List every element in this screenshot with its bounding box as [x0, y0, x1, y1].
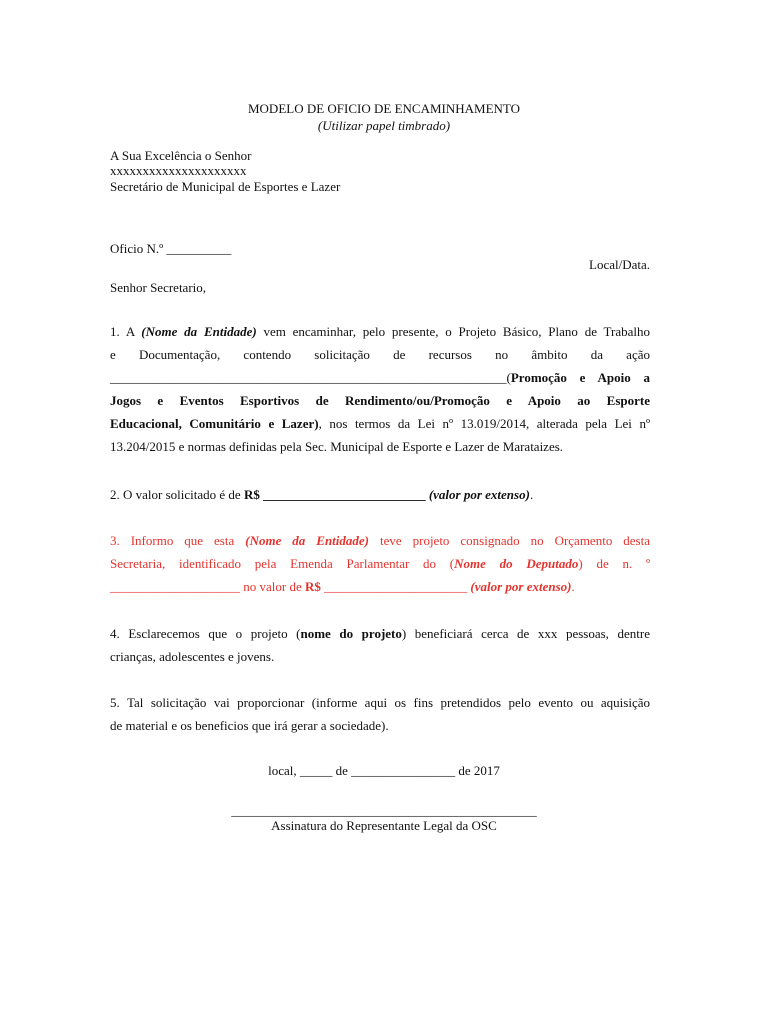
- p3-line-2: Secretaria, identificado pela Emenda Parlamentar do (Nome do Deputado) de n. º: [110, 556, 650, 571]
- document-subtitle: (Utilizar papel timbrado): [317, 118, 451, 133]
- p1-line-5: Educacional, Comunitário e Lazer), nos termos da Lei nº 13.019/2014, alterada pela Lei nº: [110, 416, 650, 431]
- recipient-line-2: xxxxxxxxxxxxxxxxxxxxx: [110, 163, 247, 178]
- p1-line-6: 13.204/2015 e normas definidas pela Sec. Municipal de Esporte e Lazer de Marataizes.: [110, 439, 564, 454]
- paragraph-3: [110, 529, 650, 598]
- oficio-number: Oficio N.º __________: [110, 241, 232, 256]
- p5-line-1: 5. Tal solicitação vai proporcionar (informe aqui os fins pretendidos pelo evento ou aquisição: [110, 695, 650, 710]
- local-data: Local/Data.: [589, 257, 650, 272]
- p5-line-2: de material e os beneficios que irá gerar a sociedade).: [110, 718, 389, 733]
- signature-label: Assinatura do Representante Legal da OSC: [271, 818, 497, 833]
- salutation: Senhor Secretario,: [110, 280, 207, 295]
- signature-line: _______________________________________________: [231, 803, 537, 818]
- p3-line-3: ____________________ no valor de R$ ______________________ (valor por extenso).: [110, 579, 575, 594]
- date-line: local, _____ de ________________ de 2017: [268, 763, 500, 778]
- p1-line-1: 1. A (Nome da Entidade) vem encaminhar, pelo presente, o Projeto Básico, Plano de Trabalho: [110, 324, 650, 339]
- p4-line-2: crianças, adolescentes e jovens.: [110, 649, 275, 664]
- p1-line-4: Jogos e Eventos Esportivos de Rendimento/ou/Promoção e Apoio ao Esporte: [110, 393, 650, 408]
- recipient-line-1: A Sua Excelência o Senhor: [110, 148, 252, 163]
- document-title: MODELO DE OFICIO DE ENCAMINHAMENTO: [247, 101, 521, 116]
- paragraph-1: [110, 320, 650, 458]
- p3-line-1: 3. Informo que esta (Nome da Entidade) teve projeto consignado no Orçamento desta: [110, 533, 650, 548]
- paragraph-4: [110, 622, 650, 668]
- p1-line-3: _____________________________________________________________(Promoção e Apoio a: [110, 370, 650, 385]
- paragraph-2: 2. O valor solicitado é de R$ _________________________ (valor por extenso).: [110, 487, 534, 502]
- recipient-line-3: Secretário de Municipal de Esportes e Lazer: [110, 179, 341, 194]
- paragraph-5: [110, 691, 650, 737]
- p4-line-1: 4. Esclarecemos que o projeto (nome do projeto) beneficiará cerca de xxx pessoas, dentre: [110, 626, 650, 641]
- p1-line-2: e Documentação, contendo solicitação de recursos no âmbito da ação: [110, 347, 650, 362]
